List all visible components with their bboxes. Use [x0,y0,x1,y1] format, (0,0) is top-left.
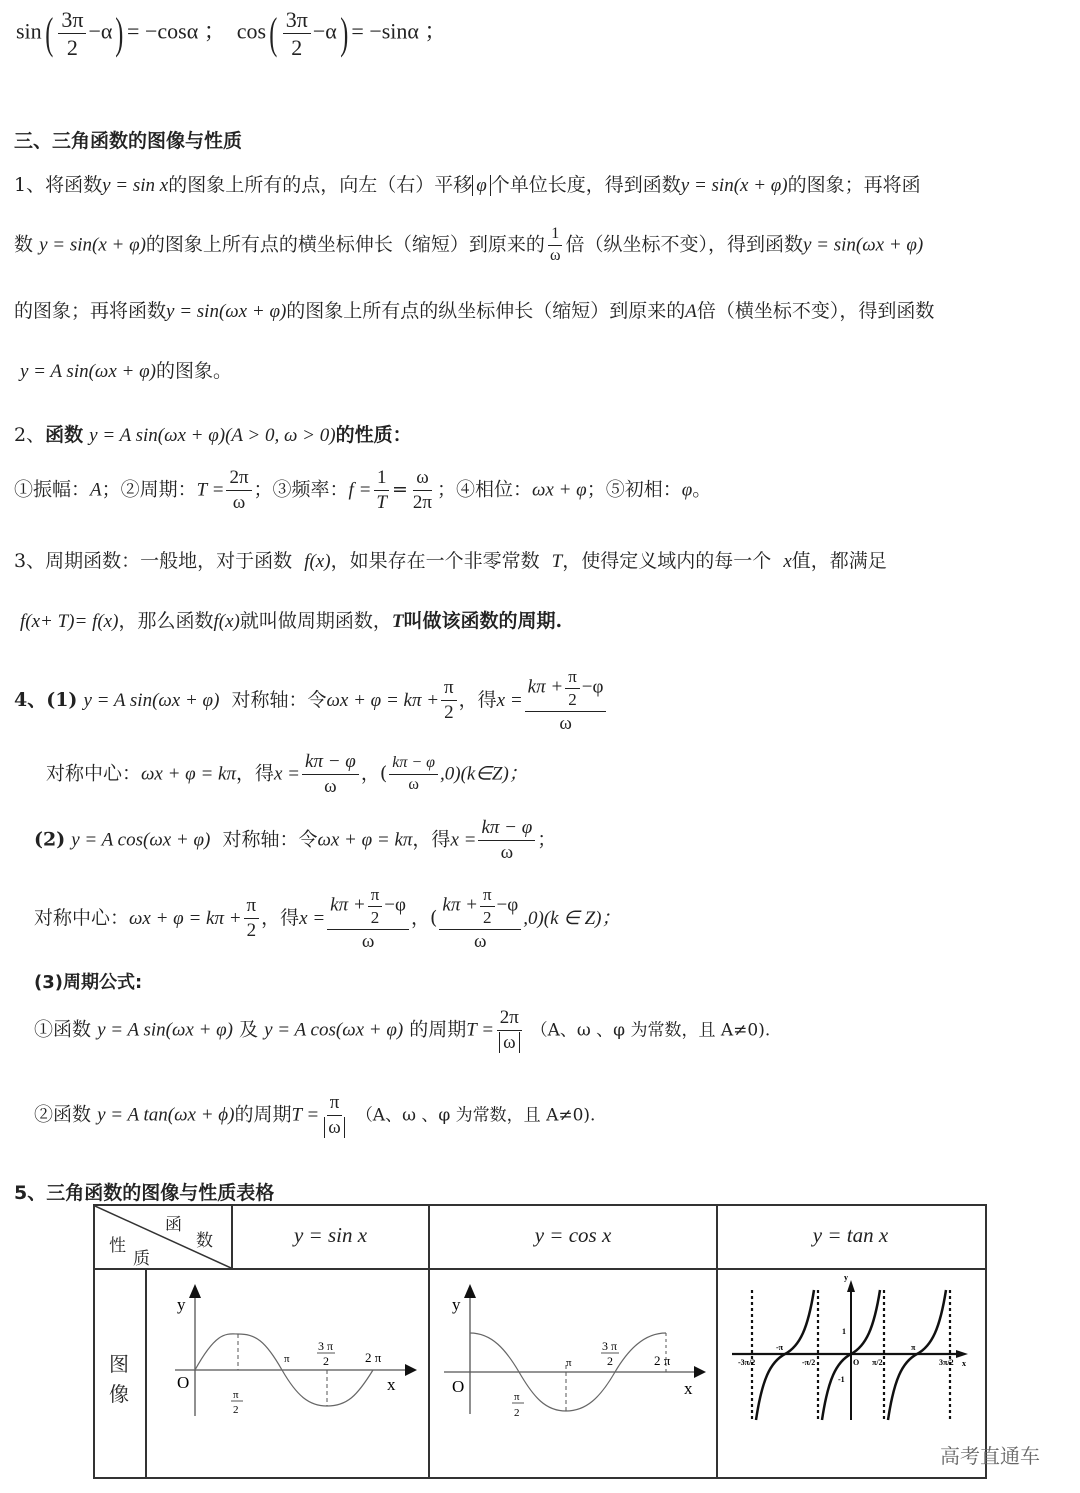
svg-text:2: 2 [607,1354,613,1368]
svg-text:2: 2 [233,1404,239,1416]
item4-sin-axis: 4、(1) y = A sin(ωx + φ) 对称轴：令ωx + φ = kπ + $\frac{\pi}{2}$ ，得x = kπ + $\frac{\pi}{2}$ −φ ω [14,668,608,734]
item4-cos-axis: (2) y = A cos(ωx + φ) 对称轴：令ωx + φ = kπ，得x = $\frac{k\pi - \varphi}{\omega}$ ； [34,817,557,863]
period-formula-heading: (3)周期公式: [34,972,143,993]
fraction: $\frac{3\pi}{2}$ [58,8,86,59]
func-name: sin [16,18,42,44]
svg-text:O: O [177,1373,190,1392]
item1-line1: 1、将函数y = sin x的图象上所有的点，向左（右）平移 φ 个单位长度，得到函数y = sin(x + φ)的图象；再将函 [14,174,921,196]
fraction: $\frac{3\pi}{2}$ [283,8,311,59]
svg-text:π: π [911,1343,916,1352]
trig-properties-table [93,1204,987,1479]
svg-text:2 π: 2 π [365,1350,382,1365]
col-header-tan: y = tan x [812,1223,889,1247]
item4-cos-center: 对称中心：ωx + φ = kπ + $\frac{\pi}{2}$ ，得x = kπ + $\frac{\pi}{2}$ −φ ω ，( kπ + $\frac{\pi}{2}$ −φ ω ,0)(k ∈ Z)； [34,885,621,952]
svg-text:3π/2: 3π/2 [939,1358,954,1367]
col-header-cos: y = cos x [430,1206,718,1268]
watermark: 高考直通车 [940,1444,1040,1468]
svg-text:2: 2 [514,1407,520,1419]
corner-cell: 函 数 性 质 [95,1206,233,1268]
item1-line3: 的图象；再将函数y = sin(ωx + φ)的图象上所有点的纵坐标伸长（缩短）到原来的A倍（横坐标不变），得到函数 [14,300,935,322]
sin-graph [147,1270,428,1477]
cos-graph [430,1270,716,1477]
item1-line2: 数 y = sin(x + φ)的图象上所有点的横坐标伸长（缩短）到原来的 $\frac{1}{\omega}$ 倍（纵坐标不变），得到函数y = sin(ωx + φ) [14,225,924,264]
section-heading: 三、三角函数的图像与性质 [14,130,243,152]
svg-text:y: y [177,1295,186,1314]
period-formula-2: ②函数 y = A tan(ωx + ϕ)的周期T = $\frac{\pi}{\omega}$ （A、ω 、φ 为常数，且 A≠0). [34,1092,596,1138]
svg-text:π: π [566,1357,572,1369]
svg-text:y: y [844,1273,848,1282]
item2-properties: ①振幅：A；②周期：T = $\frac{2\pi}{\omega}$ ；③频率：f = $\frac{1}{T}$ = $\frac{\omega}{2\pi}$ ；④相位：ωx + φ；⑤初相：φ。 [14,467,712,513]
arg: −α [88,18,113,44]
svg-text:1: 1 [842,1327,846,1336]
svg-text:-π/2: -π/2 [802,1358,816,1367]
table-header-row [95,1206,985,1270]
svg-text:-1: -1 [838,1375,845,1384]
svg-text:π: π [514,1391,520,1403]
item4-sin-center: 对称中心：ωx + φ = kπ，得x = $\frac{k\pi - \varphi}{\omega}$ ，( $\frac{k\pi - \varphi}{\omega}$ ,0)(k∈Z)； [46,751,528,797]
cos-graph-cell [430,1270,718,1477]
item1-line4: y = A sin(ωx + φ)的图象。 [20,360,232,382]
svg-text:3 π: 3 π [318,1339,334,1353]
svg-text:π: π [284,1353,290,1365]
svg-text:x: x [962,1359,966,1368]
func-name: cos [236,18,267,44]
svg-text:-π: -π [776,1343,784,1352]
svg-text:O: O [853,1358,860,1367]
svg-text:x: x [684,1379,693,1398]
svg-text:-3π/2: -3π/2 [738,1358,756,1367]
sin-graph-cell [147,1270,430,1477]
item3-line1: 3、周期函数：一般地，对于函数 f(x)，如果存在一个非零常数 T，使得定义域内的每一个 x值，都满足 [14,550,887,572]
rhs: = −cosα ； [127,18,226,44]
row-label-cell: 图 像 [95,1270,147,1477]
svg-text:2 π: 2 π [654,1353,671,1368]
svg-text:π: π [233,1389,239,1401]
item2-title: 2、函数 y = A sin(ωx + φ)(A > 0, ω > 0)的性质： [14,424,412,446]
svg-text:y: y [452,1295,461,1314]
svg-text:O: O [452,1377,465,1396]
svg-text:x: x [387,1375,396,1394]
arg: −α [312,18,337,44]
svg-text:π/2: π/2 [872,1358,883,1367]
identity-line: sin( $\frac{3\pi}{2}$ −α) = −cosα ； cos( $\frac{3\pi}{2}$ −α) = −sinα ； [16,7,447,61]
rhs: = −sinα ； [351,18,447,44]
svg-text:2: 2 [323,1354,329,1368]
col-header-sin: y = sin x [233,1206,430,1268]
period-formula-1: ①函数 y = A sin(ωx + φ) 及 y = A cos(ωx + φ) 的周期T = $\frac{2\pi}{\omega}$ （A、ω 、φ 为常数，且 A≠0). [34,1007,771,1053]
svg-text:3 π: 3 π [602,1339,618,1353]
table-heading: 5、三角函数的图像与性质表格 [14,1182,275,1204]
item3-line2: f(x+ T)= f(x)，那么函数f(x)就叫做周期函数，T叫做该函数的周期. [20,610,563,632]
